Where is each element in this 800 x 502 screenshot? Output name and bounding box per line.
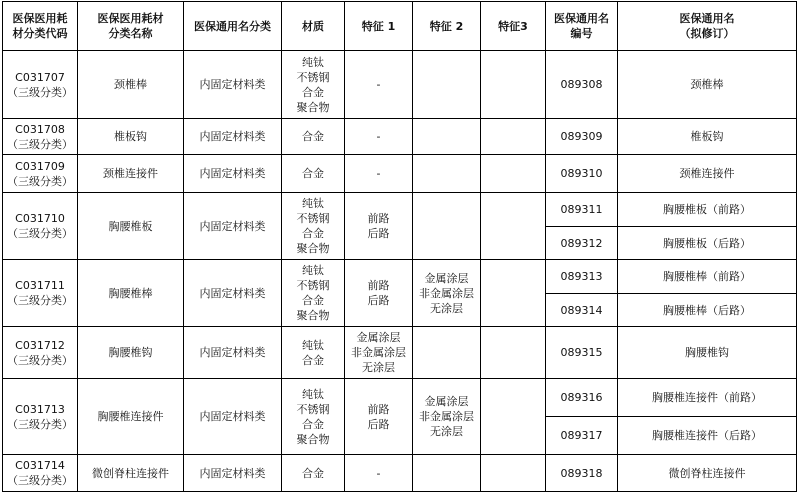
generic-number-cell: 089311 — [546, 193, 618, 227]
feature-3-cell — [481, 119, 546, 155]
classification-name-cell: 颈椎连接件 — [78, 155, 184, 193]
generic-name-cell: 椎板钩 — [618, 119, 797, 155]
material-cell: 纯钛 不锈钢 合金 聚合物 — [282, 260, 345, 327]
generic-category-cell: 内固定材料类 — [184, 327, 282, 379]
generic-category-cell: 内固定材料类 — [184, 119, 282, 155]
generic-category-cell: 内固定材料类 — [184, 155, 282, 193]
feature-3-cell — [481, 193, 546, 260]
table-row — [3, 379, 797, 417]
feature-1-cell: 前路 后路 — [345, 193, 413, 260]
classification-name-cell: 颈椎棒 — [78, 51, 184, 119]
classification-code-cell: C031710 （三级分类） — [3, 193, 78, 260]
generic-category-cell: 内固定材料类 — [184, 193, 282, 260]
classification-code-cell: C031713 （三级分类） — [3, 379, 78, 455]
material-cell: 纯钛 合金 — [282, 327, 345, 379]
generic-name-cell: 胸腰椎板（后路） — [618, 227, 797, 260]
generic-name-cell: 胸腰椎钩 — [618, 327, 797, 379]
feature-1-cell: 前路 后路 — [345, 379, 413, 455]
feature-2-cell — [413, 455, 481, 492]
material-cell: 合金 — [282, 455, 345, 492]
generic-name-cell: 胸腰椎板（前路） — [618, 193, 797, 227]
feature-2-cell: 金属涂层 非金属涂层 无涂层 — [413, 260, 481, 327]
generic-number-cell: 089313 — [546, 260, 618, 294]
feature-1-cell: 前路 后路 — [345, 260, 413, 327]
feature-2-cell — [413, 327, 481, 379]
feature-2-cell — [413, 51, 481, 119]
header-generic-name: 医保通用名 （拟修订） — [618, 2, 797, 51]
classification-code-cell: C031709 （三级分类） — [3, 155, 78, 193]
generic-category-cell: 内固定材料类 — [184, 51, 282, 119]
feature-3-cell — [481, 327, 546, 379]
material-cell: 合金 — [282, 119, 345, 155]
generic-name-cell: 胸腰椎连接件（后路） — [618, 417, 797, 455]
feature-3-cell — [481, 51, 546, 119]
generic-number-cell: 089316 — [546, 379, 618, 417]
classification-code-cell: C031707 （三级分类） — [3, 51, 78, 119]
feature-2-cell — [413, 193, 481, 260]
generic-name-cell: 颈椎连接件 — [618, 155, 797, 193]
generic-number-cell: 089315 — [546, 327, 618, 379]
classification-code-cell: C031708 （三级分类） — [3, 119, 78, 155]
material-cell: 合金 — [282, 155, 345, 193]
generic-name-cell: 颈椎棒 — [618, 51, 797, 119]
feature-3-cell — [481, 455, 546, 492]
material-cell: 纯钛 不锈钢 合金 聚合物 — [282, 51, 345, 119]
feature-3-cell — [481, 379, 546, 455]
feature-1-cell: - — [345, 155, 413, 193]
header-generic-number: 医保通用名 编号 — [546, 2, 618, 51]
header-classification-name: 医保医用耗材 分类名称 — [78, 2, 184, 51]
generic-category-cell: 内固定材料类 — [184, 260, 282, 327]
table-row — [3, 327, 797, 379]
classification-code-cell: C031711 （三级分类） — [3, 260, 78, 327]
table-row — [3, 260, 797, 294]
feature-1-cell: - — [345, 455, 413, 492]
generic-number-cell: 089309 — [546, 119, 618, 155]
feature-2-cell — [413, 155, 481, 193]
header-material: 材质 — [282, 2, 345, 51]
feature-2-cell — [413, 119, 481, 155]
header-feature-2: 特征 2 — [413, 2, 481, 51]
generic-name-cell: 胸腰椎棒（后路） — [618, 294, 797, 327]
classification-name-cell: 胸腰椎棒 — [78, 260, 184, 327]
classification-name-cell: 胸腰椎连接件 — [78, 379, 184, 455]
feature-1-cell: - — [345, 51, 413, 119]
classification-name-cell: 胸腰椎钩 — [78, 327, 184, 379]
material-cell: 纯钛 不锈钢 合金 聚合物 — [282, 193, 345, 260]
table-row — [3, 455, 797, 492]
generic-number-cell: 089314 — [546, 294, 618, 327]
classification-table — [2, 1, 797, 492]
document-page — [2, 1, 797, 492]
header-classification-code: 医保医用耗 材分类代码 — [3, 2, 78, 51]
classification-code-cell: C031712 （三级分类） — [3, 327, 78, 379]
generic-category-cell: 内固定材料类 — [184, 455, 282, 492]
table-body — [3, 51, 797, 492]
feature-1-cell: - — [345, 119, 413, 155]
table-row — [3, 119, 797, 155]
generic-name-cell: 胸腰椎连接件（前路） — [618, 379, 797, 417]
classification-name-cell: 胸腰椎板 — [78, 193, 184, 260]
feature-3-cell — [481, 155, 546, 193]
material-cell: 纯钛 不锈钢 合金 聚合物 — [282, 379, 345, 455]
feature-2-cell: 金属涂层 非金属涂层 无涂层 — [413, 379, 481, 455]
generic-name-cell: 微创脊柱连接件 — [618, 455, 797, 492]
classification-name-cell: 椎板钩 — [78, 119, 184, 155]
generic-category-cell: 内固定材料类 — [184, 379, 282, 455]
generic-number-cell: 089318 — [546, 455, 618, 492]
feature-1-cell: 金属涂层 非金属涂层 无涂层 — [345, 327, 413, 379]
classification-code-cell: C031714 （三级分类） — [3, 455, 78, 492]
table-row — [3, 193, 797, 227]
generic-number-cell: 089317 — [546, 417, 618, 455]
classification-name-cell: 微创脊柱连接件 — [78, 455, 184, 492]
feature-3-cell — [481, 260, 546, 327]
header-generic-category: 医保通用名分类 — [184, 2, 282, 51]
generic-number-cell: 089308 — [546, 51, 618, 119]
generic-number-cell: 089312 — [546, 227, 618, 260]
table-header-row — [3, 2, 797, 51]
header-feature-3: 特征3 — [481, 2, 546, 51]
table-row — [3, 51, 797, 119]
table-row — [3, 155, 797, 193]
header-feature-1: 特征 1 — [345, 2, 413, 51]
generic-number-cell: 089310 — [546, 155, 618, 193]
generic-name-cell: 胸腰椎棒（前路） — [618, 260, 797, 294]
